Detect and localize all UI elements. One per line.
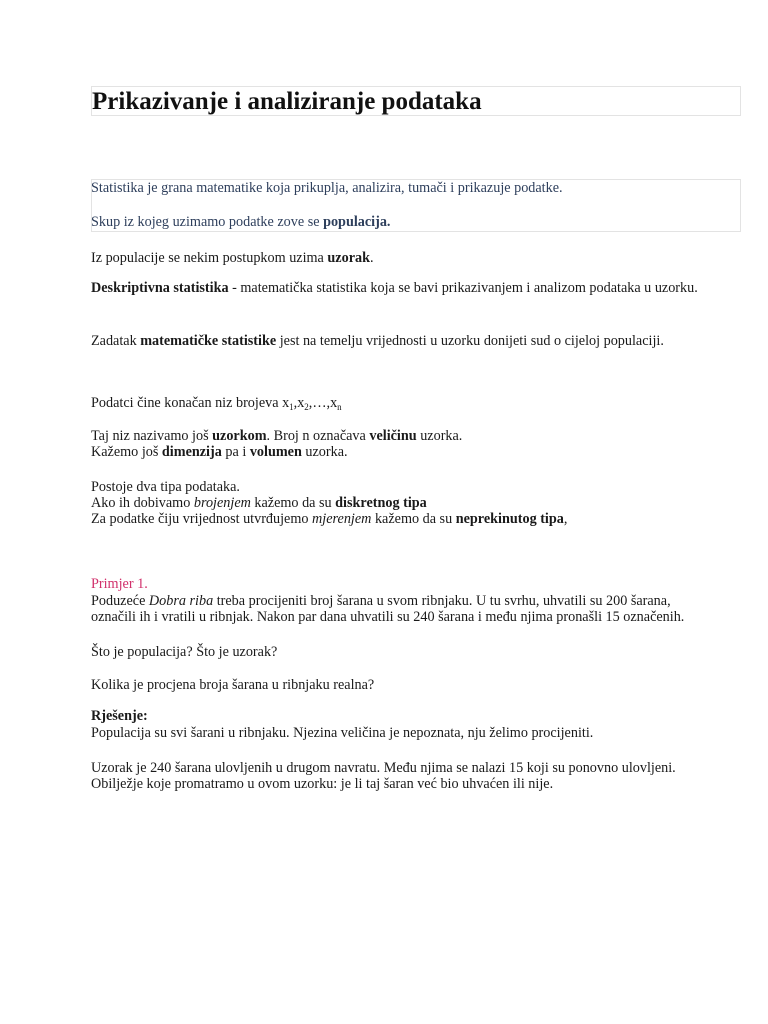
example-problem-line1: Poduzeće Dobra riba treba procijeniti broj šarana u svom ribnjaku. U tu svrhu, uhvatili su 200 šarana, <box>91 593 671 609</box>
example-question-2: Kolika je procjena broja šarana u ribnjaku realna? <box>91 677 375 693</box>
solution-sample: Uzorak je 240 šarana ulovljenih u drugom navratu. Među njima se nalazi 15 koji su ponovno ulovljeni. <box>91 760 676 776</box>
discrete-type: Ako ih dobivamo brojenjem kažemo da su diskretnog tipa <box>91 495 427 511</box>
intro-population: Skup iz kojeg uzimamo podatke zove se populacija. <box>91 214 391 230</box>
solution-label: Rješenje: <box>91 708 148 724</box>
example-problem-line2: označili ih i vratili u ribnjak. Nakon par dana uhvatili su 240 šarana i među njima pronašli 15 označenih. <box>91 609 685 625</box>
example-label: Primjer 1. <box>91 576 148 592</box>
sequence-dimension: Kažemo još dimenzija pa i volumen uzorka. <box>91 444 348 460</box>
example-question-1: Što je populacija? Što je uzorak? <box>91 644 278 660</box>
sequence-naming: Taj niz nazivamo još uzorkom. Broj n označava veličinu uzorka. <box>91 428 463 444</box>
intro-definition: Statistika je grana matematike koja prikuplja, analizira, tumači i prikazuje podatke. <box>91 180 563 196</box>
sample-definition: Iz populacije se nekim postupkom uzima uzorak. <box>91 250 374 266</box>
data-types: Postoje dva tipa podataka. <box>91 479 240 495</box>
continuous-type: Za podatke čiju vrijednost utvrđujemo mjerenjem kažemo da su neprekinutog tipa, <box>91 511 568 527</box>
solution-feature: Obilježje koje promatramo u ovom uzorku: je li taj šaran već bio uhvaćen ili nije. <box>91 776 554 792</box>
page-title: Prikazivanje i analiziranje podataka <box>92 88 482 115</box>
descriptive-statistics: Deskriptivna statistika - matematička statistika koja se bavi prikazivanjem i analizom podataka u uzorku. <box>91 280 698 296</box>
statistics-task: Zadatak matematičke statistike jest na temelju vrijednosti u uzorku donijeti sud o cijeloj populaciji. <box>91 333 664 349</box>
solution-population: Populacija su svi šarani u ribnjaku. Njezina veličina je nepoznata, nju želimo procijeniti. <box>91 725 594 741</box>
data-sequence: Podatci čine konačan niz brojeva $x_1,x_2,\dots,x_n$ <box>91 395 342 412</box>
